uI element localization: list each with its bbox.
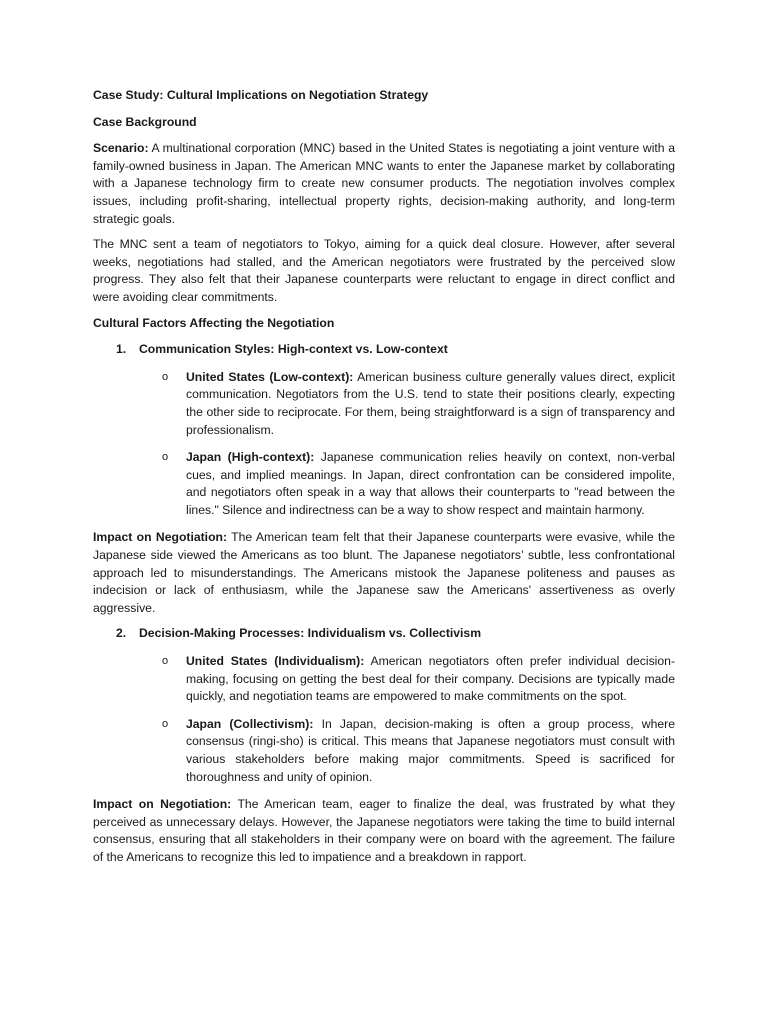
bullet-label: Japan (Collectivism): bbox=[186, 716, 314, 731]
bullet-marker: o bbox=[162, 655, 169, 668]
bullet-list bbox=[93, 653, 675, 786]
section-heading bbox=[93, 341, 675, 359]
impact-text: The American team felt that their Japanese counterparts were evasive, while the Japanese side viewed the Americans as too blunt. The Japanese negotiators’ subtle, less confrontational approach led to misunderstandings. The Americans mistook the Japanese politeness and pauses as indecision or lack of enthusiasm, while the Japanese saw the Americans' assertiveness as overly aggressive. bbox=[93, 530, 675, 615]
section-title: Decision-Making Processes: Individualism vs. Collectivism bbox=[139, 626, 482, 641]
scenario-paragraph bbox=[93, 140, 675, 228]
background-paragraph: The MNC sent a team of negotiators to Tokyo, aiming for a quick deal closure. However, after several weeks, negotiations had stalled, and the American negotiators were frustrated by the perceived slow progress. They also felt that their Japanese counterparts were reluctant to engage in direct conflict and were avoiding clear commitments. bbox=[93, 237, 675, 304]
bullet-text: In Japan, decision-making is often a group process, where consensus (ringi-sho) is critical. This means that Japanese negotiators must consult with various stakeholders before making major commitments. Speed is sacrificed for thoroughness and unity of opinion. bbox=[186, 716, 675, 784]
impact-paragraph bbox=[93, 529, 675, 617]
section-title: Communication Styles: High-context vs. Low-context bbox=[139, 342, 448, 357]
bullet-marker: o bbox=[162, 451, 169, 464]
scenario-text: A multinational corporation (MNC) based in the United States is negotiating a joint venture with a family-owned business in Japan. The American MNC wants to enter the Japanese market by collaborating with a Japanese technology firm to create new consumer products. The negotiation involves complex issues, including profit-sharing, intellectual property rights, decision-making authority, and long-term strategic goals. bbox=[93, 141, 675, 226]
section-number: 2. bbox=[116, 626, 127, 641]
section-number: 1. bbox=[116, 342, 127, 357]
impact-paragraph bbox=[93, 796, 675, 866]
impact-label: Impact on Negotiation: bbox=[93, 530, 228, 545]
document-body bbox=[93, 87, 675, 875]
bullet-label: Japan (High-context): bbox=[186, 450, 315, 465]
list-item bbox=[93, 369, 675, 439]
list-item bbox=[93, 716, 675, 786]
scenario-label: Scenario: bbox=[93, 141, 149, 156]
list-item bbox=[93, 653, 675, 706]
bullet-text: American business culture generally values direct, explicit communication. Negotiators from the U.S. tend to state their positions clearly, expecting the other side to reciprocate. For them, being straightforward is a sign of transparency and professionalism. bbox=[186, 369, 675, 437]
cultural-factors-heading: Cultural Factors Affecting the Negotiation bbox=[93, 315, 335, 330]
bullet-list bbox=[93, 369, 675, 520]
impact-label: Impact on Negotiation: bbox=[93, 797, 232, 812]
bullet-text: Japanese communication relies heavily on context, non-verbal cues, and implied meanings. In Japan, direct confrontation can be considered impolite, and negotiators often speak in a way that allows their counterparts to "read between the lines." Silence and indirectness can be a way to show respect and maintain harmony. bbox=[186, 450, 676, 517]
bullet-label: United States (Low-context): bbox=[186, 369, 354, 384]
bullet-marker: o bbox=[162, 717, 169, 730]
list-item bbox=[93, 449, 675, 519]
bullet-label: United States (Individualism): bbox=[186, 654, 365, 669]
bullet-text: American negotiators often prefer individual decision-making, focusing on getting the best deal for their company. Decisions are typically made quickly, and negotiation teams are empowered to make commitments on the spot. bbox=[186, 654, 676, 704]
section-heading bbox=[93, 625, 675, 643]
document-title: Case Study: Cultural Implications on Negotiation Strategy bbox=[93, 88, 429, 102]
bullet-marker: o bbox=[162, 370, 169, 383]
impact-text: The American team, eager to finalize the deal, was frustrated by what they perceived as unnecessary delays. However, the Japanese negotiators were taking the time to build internal consensus, ensuring that all stakeholders in their company were on board with the agreement. The failure of the Americans to recognize this led to impatience and a breakdown in rapport. bbox=[93, 797, 675, 864]
case-background-heading: Case Background bbox=[93, 114, 197, 129]
